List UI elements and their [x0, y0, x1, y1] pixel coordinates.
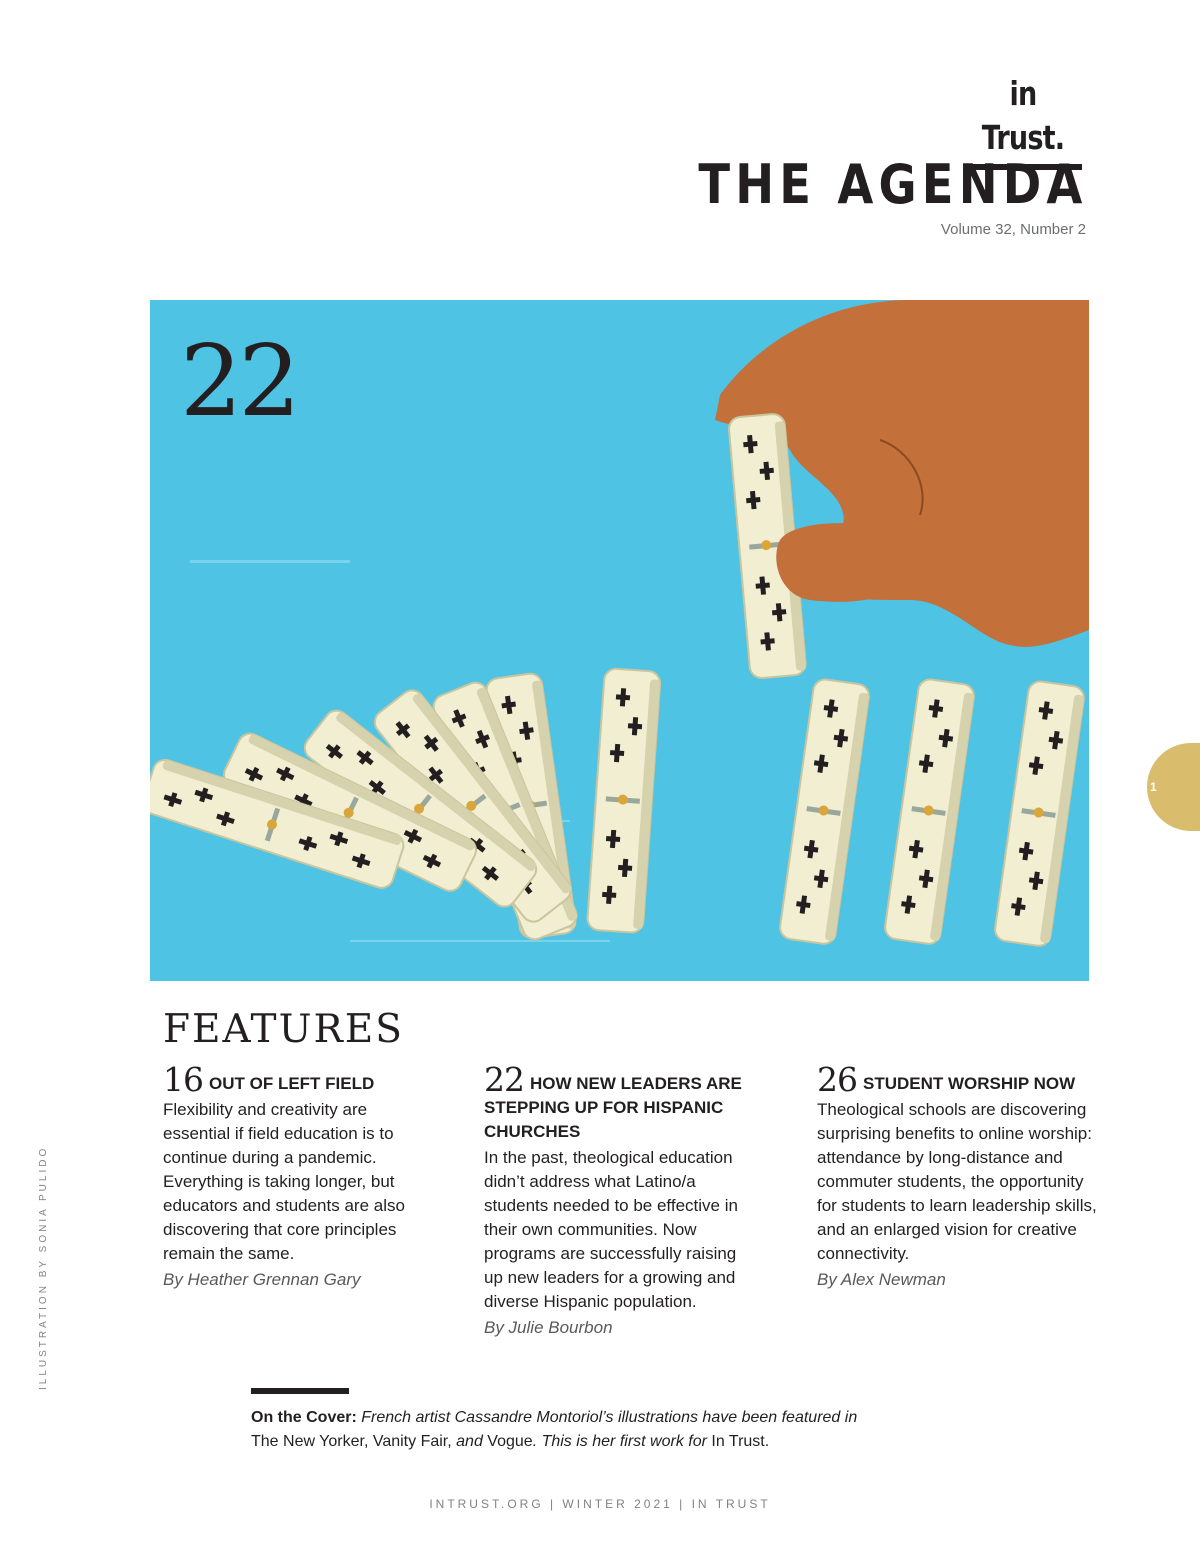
- publication-name: Vogue: [487, 1433, 533, 1450]
- cover-note-rule: [251, 1388, 349, 1394]
- cover-illustration: [150, 300, 1089, 981]
- feature-byline: By Heather Grennan Gary: [163, 1270, 361, 1289]
- cover-note-and: and: [456, 1433, 483, 1450]
- page-title: THE AGENDA: [698, 153, 1088, 216]
- features-heading: FEATURES: [163, 1007, 404, 1052]
- illustration-credit: ILLUSTRATION BY SONIA PULIDO: [38, 1145, 49, 1390]
- feature-number: 26: [817, 1060, 857, 1099]
- feature-summary: Flexibility and creativity are essential if field education is to continue during a pandemic. Everything is taking longer, but educators and students are also discovering that core principles remain the same.: [163, 1100, 405, 1263]
- logo-text: in Trust.: [981, 74, 1065, 157]
- feature-title: [484, 1060, 756, 1144]
- cover-note-lead: On the Cover:: [251, 1409, 357, 1426]
- feature-title-text: HOW NEW LEADERS ARE STEPPING UP FOR HISPANIC CHURCHES: [484, 1074, 742, 1141]
- feature-item: [817, 1060, 1099, 1292]
- feature-number: 16: [163, 1060, 203, 1099]
- feature-summary: In the past, theological education didn’t address what Latino/a students needed to be effective in their own communities. Now programs are successfully raising up new leaders for a growing and diverse Hispanic population.: [484, 1148, 738, 1311]
- feature-page-number: 22: [180, 325, 297, 439]
- cover-note-text: . This is her first work for: [532, 1433, 707, 1450]
- feature-title-text: OUT OF LEFT FIELD: [209, 1074, 375, 1093]
- feature-title-text: STUDENT WORSHIP NOW: [863, 1074, 1076, 1093]
- feature-item: [484, 1060, 756, 1340]
- publication-name: In Trust.: [711, 1433, 770, 1450]
- issue-volume: Volume 32, Number 2: [940, 221, 1086, 238]
- feature-title: [163, 1060, 425, 1099]
- feature-item: [163, 1060, 425, 1292]
- feature-summary: Theological schools are discovering surprising benefits to online worship: attendance by long-distance and commuter students, the opportunity for students to learn leadership skills, and an enlarged vision for creative connectivity.: [817, 1100, 1097, 1263]
- feature-title: [817, 1060, 1099, 1099]
- page-number: 1: [1150, 780, 1157, 794]
- feature-byline: By Alex Newman: [817, 1270, 946, 1289]
- publication-names: The New Yorker, Vanity Fair,: [251, 1433, 452, 1450]
- cover-note: [251, 1406, 971, 1454]
- cover-note-text: French artist Cassandre Montoriol’s illustrations have been featured in: [361, 1409, 858, 1426]
- feature-byline: By Julie Bourbon: [484, 1318, 613, 1337]
- page-footer: INTRUST.ORG | WINTER 2021 | IN TRUST: [429, 1497, 771, 1511]
- feature-number: 22: [484, 1060, 524, 1099]
